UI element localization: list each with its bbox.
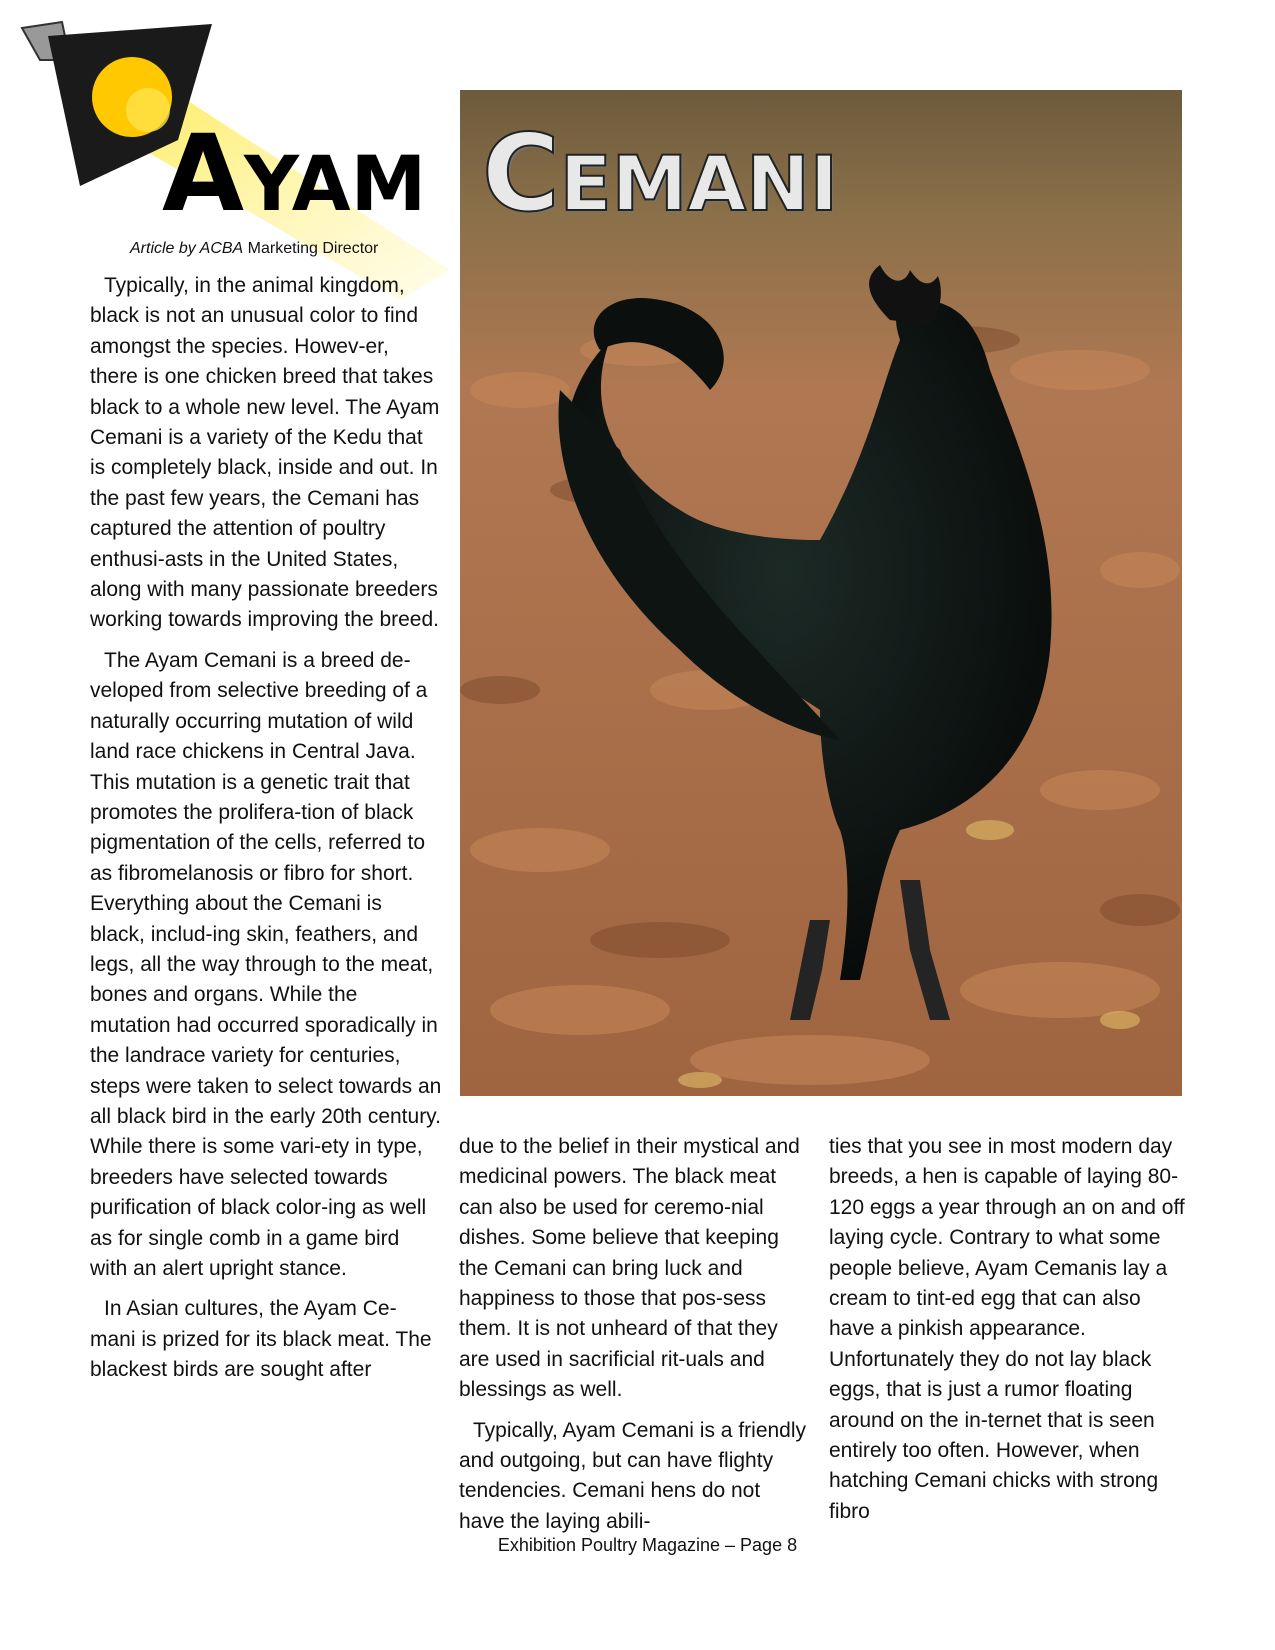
rooster-photo: [460, 90, 1182, 1096]
title-word-ayam: AYAM: [162, 112, 427, 235]
paragraph: Typically, Ayam Cemani is a friendly and outgoing, but can have flighty tendencies. Cemani hens do not have the laying abili-: [459, 1418, 807, 1533]
paragraph: Typically, in the animal kingdom, black is not an unusual color to find amongst the species. Howev-er, there is one chicken breed that takes black to a whole new level. The Ayam Cemani is a variety of the Kedu that is completely black, inside and out. In the past few years, the Cemani has captured the attention of poultry enthusi-asts in the United States, along with many passionate breeders working towards improving the breed.: [90, 274, 440, 632]
paragraph: The Ayam Cemani is a breed de-veloped from selective breeding of a naturally occurring mutation of wild land race chickens in Central Java. This mutation is a genetic trait that promotes the prolifera-tion of black pigmentation of the cells, referred to as fibromelanosis or fibro for short. Everything about the Cemani is black, includ-ing skin, feathers, and legs, all the way through to the meat, bones and organs. While the mutation had occurred sporadically in the landrace variety for centuries, steps were taken to select towards an all black bird in the early 20th century. While there is some vari-ety in type, breeders have selected towards purification of black color-ing as well as for single comb in a game bird with an alert upright stance.: [90, 648, 442, 1280]
title-word-cemani: CEMANI: [482, 112, 839, 235]
paragraph: due to the belief in their mystical and medicinal powers. The black meat can also be used for ceremo-nial dishes. Some believe that keeping the Cemani can bring luck and happiness to those that pos-sess them. It is not unheard of that they are used in sacrificial rit-uals and blessings as well.: [459, 1135, 800, 1402]
article-column-2: [459, 1132, 811, 1547]
article-column-3: [829, 1132, 1189, 1537]
article-column-1: [90, 271, 442, 1396]
byline: Article by ACBA Marketing Director: [130, 240, 379, 257]
page-footer: Exhibition Poultry Magazine – Page 8: [497, 1535, 798, 1555]
paragraph: ties that you see in most modern day breeds, a hen is capable of laying 80-120 eggs a year through an on and off laying cycle. Contrary to what some people believe, Ayam Cemanis lay a cream to tint-ed egg that can also have a pinkish appearance. Unfortunately they do not lay black eggs, that is just a rumor floating around on the in-ternet that is seen entirely too often. However, when hatching Cemani chicks with strong fibro: [829, 1135, 1185, 1523]
paragraph: In Asian cultures, the Ayam Ce-mani is prized for its black meat. The blackest birds are sought after: [90, 1297, 432, 1382]
page-title: [162, 112, 839, 235]
